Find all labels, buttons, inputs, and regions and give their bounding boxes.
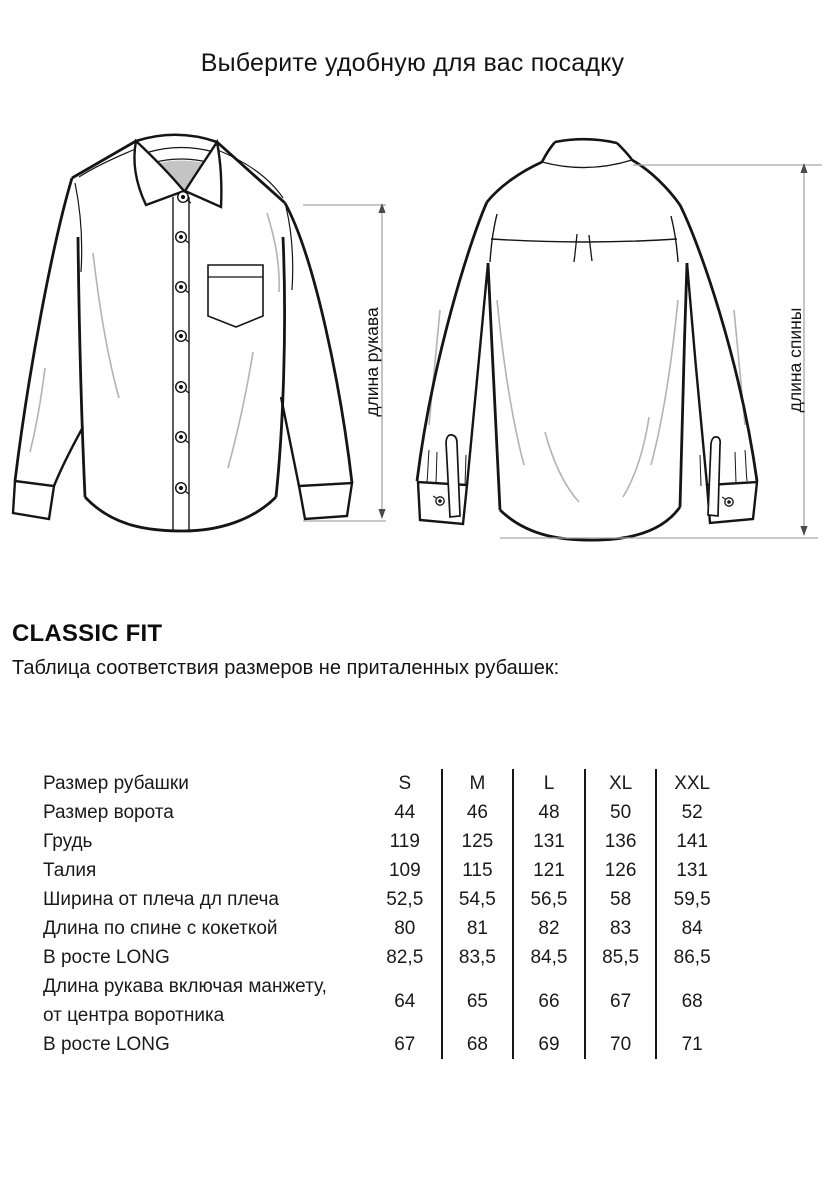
table-row [43, 885, 727, 914]
cell-value: 86,5 [655, 943, 727, 972]
cell-value: 84 [655, 914, 727, 943]
shirt-back-drawing [417, 139, 757, 540]
cell-value: 65 [441, 972, 513, 1030]
cell-value: XXL [655, 769, 727, 798]
row-label: Размер рубашки [43, 773, 189, 794]
table-row [43, 798, 727, 827]
cell-value: 67 [584, 972, 656, 1030]
cell-value: 52,5 [386, 889, 424, 910]
table-row [43, 856, 727, 885]
cell-value: 48 [512, 798, 584, 827]
sleeve-length-label: длина рукава [362, 307, 382, 417]
chest-pocket [208, 265, 263, 327]
table-row [43, 827, 727, 856]
back-collar [542, 139, 632, 167]
cell-value: 82,5 [386, 947, 424, 968]
cell-value: L [512, 769, 584, 798]
cell-value: 68 [441, 1030, 513, 1059]
cell-value: XL [584, 769, 656, 798]
arrow-down-icon [378, 509, 385, 519]
cell-value: 126 [584, 856, 656, 885]
cell-value: 52 [655, 798, 727, 827]
page-title: Выберите удобную для вас посадку [200, 49, 625, 77]
cell-value: 131 [512, 827, 584, 856]
cell-value: 69 [512, 1030, 584, 1059]
cell-value: 50 [584, 798, 656, 827]
arrow-down-icon [800, 526, 807, 536]
cell-value: 81 [441, 914, 513, 943]
table-row [43, 1030, 727, 1059]
cell-value: 84,5 [512, 943, 584, 972]
cell-value: 136 [584, 827, 656, 856]
shirt-front-drawing [13, 135, 352, 531]
cell-value: 115 [441, 856, 513, 885]
cell-value: 44 [394, 802, 416, 823]
table-row [43, 972, 727, 1030]
fit-heading: CLASSIC FIT [12, 620, 163, 647]
cell-value: 71 [655, 1030, 727, 1059]
row-label: Длина рукава включая манжету, от центра воротника [43, 976, 327, 1026]
back-length-dimension [500, 163, 822, 538]
cell-value: 58 [584, 885, 656, 914]
cell-value: 46 [441, 798, 513, 827]
cell-value: 109 [388, 860, 421, 881]
table-row [43, 943, 727, 972]
row-label: В росте LONG [43, 947, 170, 968]
cell-value: 83,5 [441, 943, 513, 972]
cell-value: 141 [655, 827, 727, 856]
cell-value: 66 [512, 972, 584, 1030]
cell-value: 119 [389, 831, 420, 852]
table-row [43, 769, 727, 798]
table-row [43, 914, 727, 943]
cell-value: 83 [584, 914, 656, 943]
sleeve-length-dimension [303, 203, 386, 521]
cell-value: 131 [655, 856, 727, 885]
row-label: Грудь [43, 831, 93, 852]
row-label: Длина по спине с кокеткой [43, 918, 278, 939]
row-label: Размер ворота [43, 802, 174, 823]
cell-value: 64 [394, 990, 416, 1012]
cell-value: 85,5 [584, 943, 656, 972]
cell-value: 59,5 [655, 885, 727, 914]
size-table [43, 769, 727, 1059]
back-length-label: длина спины [785, 307, 805, 413]
cell-value: 80 [394, 918, 416, 939]
row-label: Талия [43, 860, 97, 881]
cell-value: 68 [655, 972, 727, 1030]
row-label: В росте LONG [43, 1034, 170, 1055]
cell-value: 67 [394, 1034, 416, 1055]
cell-value: 121 [512, 856, 584, 885]
cell-value: 54,5 [441, 885, 513, 914]
cell-value: 56,5 [512, 885, 584, 914]
cell-value: 125 [441, 827, 513, 856]
cell-value: S [398, 773, 412, 794]
cell-value: M [441, 769, 513, 798]
cell-value: 82 [512, 914, 584, 943]
table-caption: Таблица соответствия размеров не приталенных рубашек: [12, 657, 560, 679]
cell-value: 70 [584, 1030, 656, 1059]
row-label: Ширина от плеча дл плеча [43, 889, 279, 910]
